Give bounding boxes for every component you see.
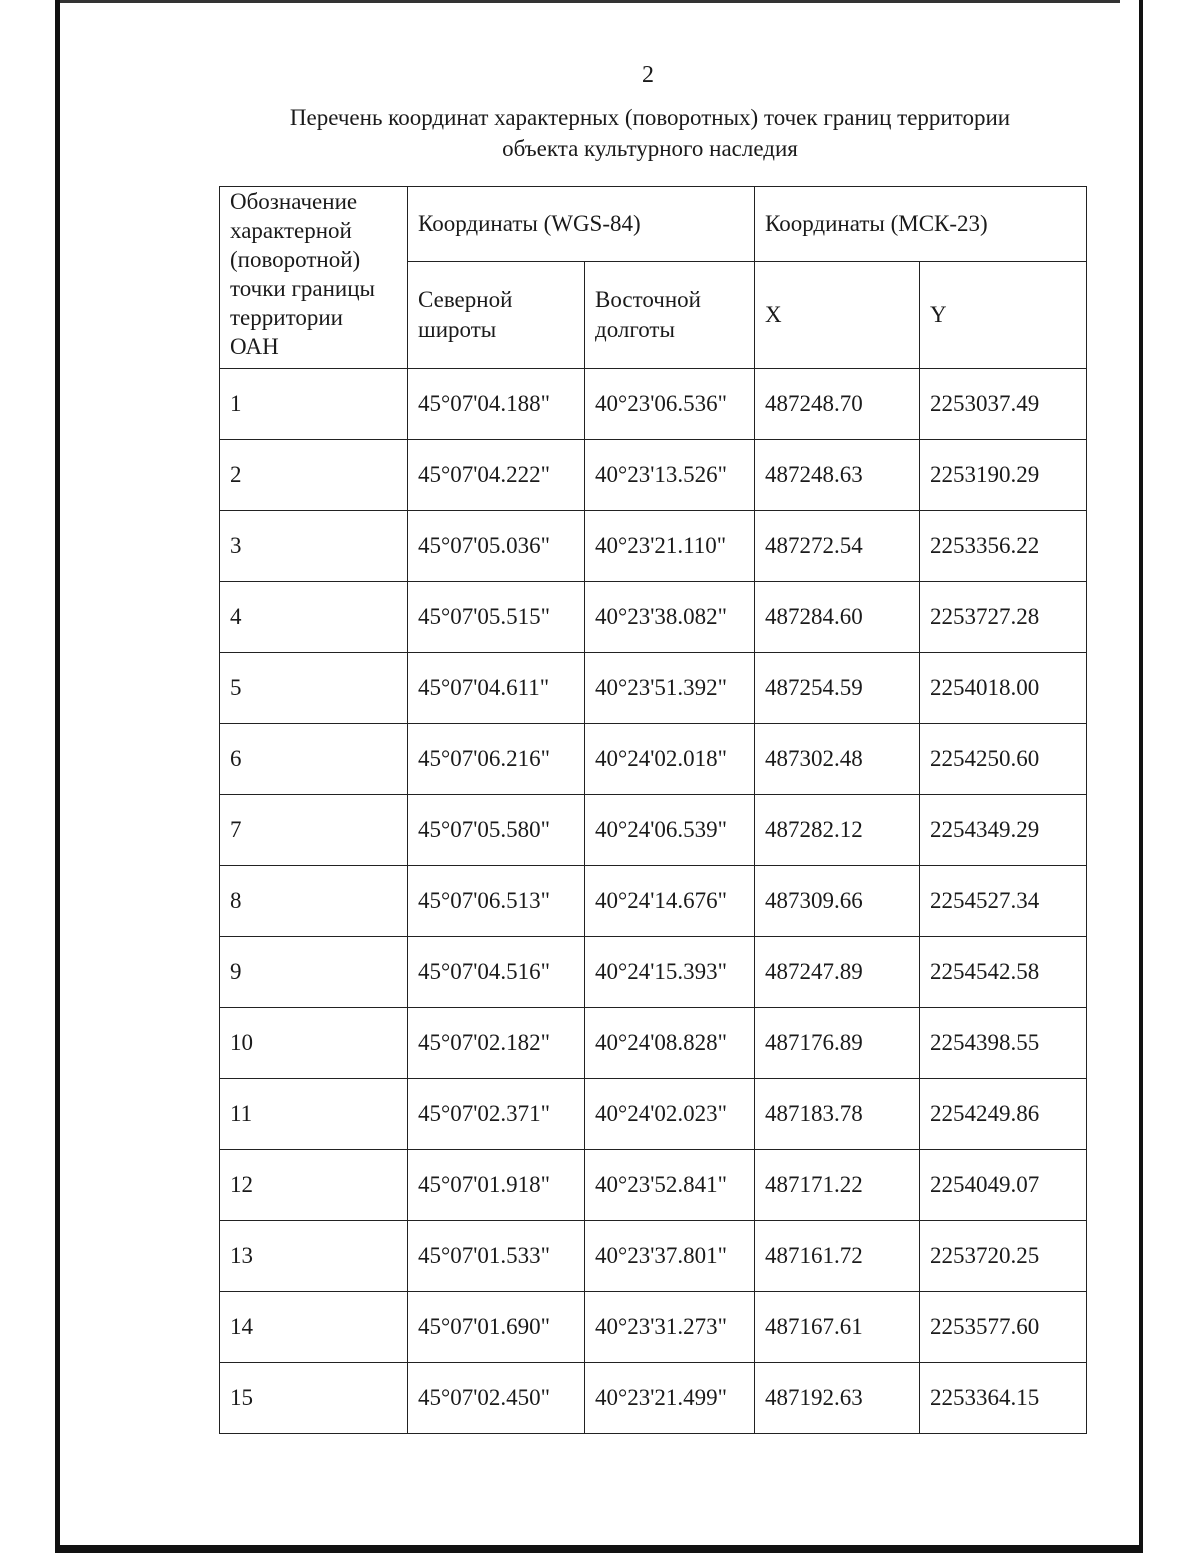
latitude-cell: 45°07'05.580" xyxy=(408,795,585,866)
point-number-cell: 14 xyxy=(220,1292,408,1363)
x-cell: 487309.66 xyxy=(755,866,920,937)
table-row xyxy=(220,440,1087,511)
scan-edge-left xyxy=(55,0,60,1553)
y-cell: 2253190.29 xyxy=(920,440,1087,511)
title-line-1: Перечень координат характерных (поворотных) точек границ территории xyxy=(289,105,1011,130)
table-header-row-1 xyxy=(220,187,1087,262)
latitude-cell: 45°07'02.182" xyxy=(408,1008,585,1079)
table-row xyxy=(220,937,1087,1008)
designation-header-line: территории xyxy=(230,305,343,330)
designation-header-line: (поворотной) xyxy=(230,247,361,272)
y-cell: 2254249.86 xyxy=(920,1079,1087,1150)
latitude-cell: 45°07'01.918" xyxy=(408,1150,585,1221)
table-row xyxy=(220,1292,1087,1363)
longitude-header-line: долготы xyxy=(595,317,675,342)
longitude-cell: 40°23'21.499" xyxy=(585,1363,755,1434)
point-number-cell: 5 xyxy=(220,653,408,724)
designation-header-line: ОАН xyxy=(230,334,279,359)
x-cell: 487248.63 xyxy=(755,440,920,511)
y-cell: 2253364.15 xyxy=(920,1363,1087,1434)
latitude-cell: 45°07'06.513" xyxy=(408,866,585,937)
table-row xyxy=(220,582,1087,653)
y-cell: 2254049.07 xyxy=(920,1150,1087,1221)
coordinates-table xyxy=(219,186,1087,1434)
point-number-cell: 7 xyxy=(220,795,408,866)
longitude-cell: 40°23'38.082" xyxy=(585,582,755,653)
longitude-header-line: Восточной xyxy=(595,287,701,312)
longitude-cell: 40°24'08.828" xyxy=(585,1008,755,1079)
y-cell: 2254398.55 xyxy=(920,1008,1087,1079)
latitude-header-line: широты xyxy=(418,317,497,342)
table-row xyxy=(220,511,1087,582)
designation-header-line: точки границы xyxy=(230,276,375,301)
longitude-cell: 40°23'51.392" xyxy=(585,653,755,724)
point-number-cell: 9 xyxy=(220,937,408,1008)
y-cell: 2254250.60 xyxy=(920,724,1087,795)
latitude-cell: 45°07'04.188" xyxy=(408,369,585,440)
y-cell: 2253356.22 xyxy=(920,511,1087,582)
designation-header-line: характерной xyxy=(230,218,352,243)
table-row xyxy=(220,1221,1087,1292)
latitude-cell: 45°07'02.371" xyxy=(408,1079,585,1150)
y-cell: 2254542.58 xyxy=(920,937,1087,1008)
designation-header xyxy=(220,187,408,369)
longitude-cell: 40°23'37.801" xyxy=(585,1221,755,1292)
point-number-cell: 10 xyxy=(220,1008,408,1079)
table-row xyxy=(220,1150,1087,1221)
table-row xyxy=(220,1079,1087,1150)
scan-edge-right xyxy=(1139,0,1143,1553)
table-row xyxy=(220,1008,1087,1079)
x-cell: 487247.89 xyxy=(755,937,920,1008)
point-number-cell: 2 xyxy=(220,440,408,511)
longitude-cell: 40°24'14.676" xyxy=(585,866,755,937)
longitude-cell: 40°23'52.841" xyxy=(585,1150,755,1221)
longitude-cell: 40°24'15.393" xyxy=(585,937,755,1008)
x-header: X xyxy=(755,262,920,369)
longitude-cell: 40°24'02.018" xyxy=(585,724,755,795)
scan-edge-top xyxy=(60,0,1120,3)
latitude-cell: 45°07'01.690" xyxy=(408,1292,585,1363)
x-cell: 487183.78 xyxy=(755,1079,920,1150)
point-number-cell: 15 xyxy=(220,1363,408,1434)
x-cell: 487284.60 xyxy=(755,582,920,653)
scan-edge-bottom xyxy=(57,1545,1143,1553)
point-number-cell: 11 xyxy=(220,1079,408,1150)
latitude-cell: 45°07'05.515" xyxy=(408,582,585,653)
x-cell: 487254.59 xyxy=(755,653,920,724)
y-header: Y xyxy=(920,262,1087,369)
table-row xyxy=(220,1363,1087,1434)
y-cell: 2253720.25 xyxy=(920,1221,1087,1292)
table-row xyxy=(220,866,1087,937)
y-cell: 2253577.60 xyxy=(920,1292,1087,1363)
x-cell: 487171.22 xyxy=(755,1150,920,1221)
document-title xyxy=(200,102,1100,164)
point-number-cell: 8 xyxy=(220,866,408,937)
table-row xyxy=(220,724,1087,795)
msk-header: Координаты (МСК-23) xyxy=(755,187,1087,262)
point-number-cell: 4 xyxy=(220,582,408,653)
x-cell: 487167.61 xyxy=(755,1292,920,1363)
longitude-header xyxy=(585,262,755,369)
y-cell: 2254018.00 xyxy=(920,653,1087,724)
x-cell: 487176.89 xyxy=(755,1008,920,1079)
longitude-cell: 40°23'21.110" xyxy=(585,511,755,582)
wgs-header: Координаты (WGS-84) xyxy=(408,187,755,262)
latitude-cell: 45°07'04.516" xyxy=(408,937,585,1008)
point-number-cell: 12 xyxy=(220,1150,408,1221)
page-number: 2 xyxy=(642,62,654,88)
table-row xyxy=(220,653,1087,724)
point-number-cell: 13 xyxy=(220,1221,408,1292)
y-cell: 2253727.28 xyxy=(920,582,1087,653)
point-number-cell: 3 xyxy=(220,511,408,582)
x-cell: 487282.12 xyxy=(755,795,920,866)
latitude-cell: 45°07'05.036" xyxy=(408,511,585,582)
y-cell: 2253037.49 xyxy=(920,369,1087,440)
x-cell: 487272.54 xyxy=(755,511,920,582)
longitude-cell: 40°23'13.526" xyxy=(585,440,755,511)
latitude-cell: 45°07'06.216" xyxy=(408,724,585,795)
latitude-cell: 45°07'04.611" xyxy=(408,653,585,724)
x-cell: 487248.70 xyxy=(755,369,920,440)
latitude-cell: 45°07'01.533" xyxy=(408,1221,585,1292)
latitude-cell: 45°07'02.450" xyxy=(408,1363,585,1434)
designation-header-line: Обозначение xyxy=(230,189,358,214)
longitude-cell: 40°23'06.536" xyxy=(585,369,755,440)
table-row xyxy=(220,795,1087,866)
x-cell: 487302.48 xyxy=(755,724,920,795)
title-line-2: объекта культурного наследия xyxy=(502,136,798,161)
longitude-cell: 40°23'31.273" xyxy=(585,1292,755,1363)
latitude-cell: 45°07'04.222" xyxy=(408,440,585,511)
point-number-cell: 6 xyxy=(220,724,408,795)
x-cell: 487192.63 xyxy=(755,1363,920,1434)
latitude-header xyxy=(408,262,585,369)
point-number-cell: 1 xyxy=(220,369,408,440)
latitude-header-line: Северной xyxy=(418,287,513,312)
y-cell: 2254527.34 xyxy=(920,866,1087,937)
longitude-cell: 40°24'02.023" xyxy=(585,1079,755,1150)
longitude-cell: 40°24'06.539" xyxy=(585,795,755,866)
table-row xyxy=(220,369,1087,440)
y-cell: 2254349.29 xyxy=(920,795,1087,866)
x-cell: 487161.72 xyxy=(755,1221,920,1292)
